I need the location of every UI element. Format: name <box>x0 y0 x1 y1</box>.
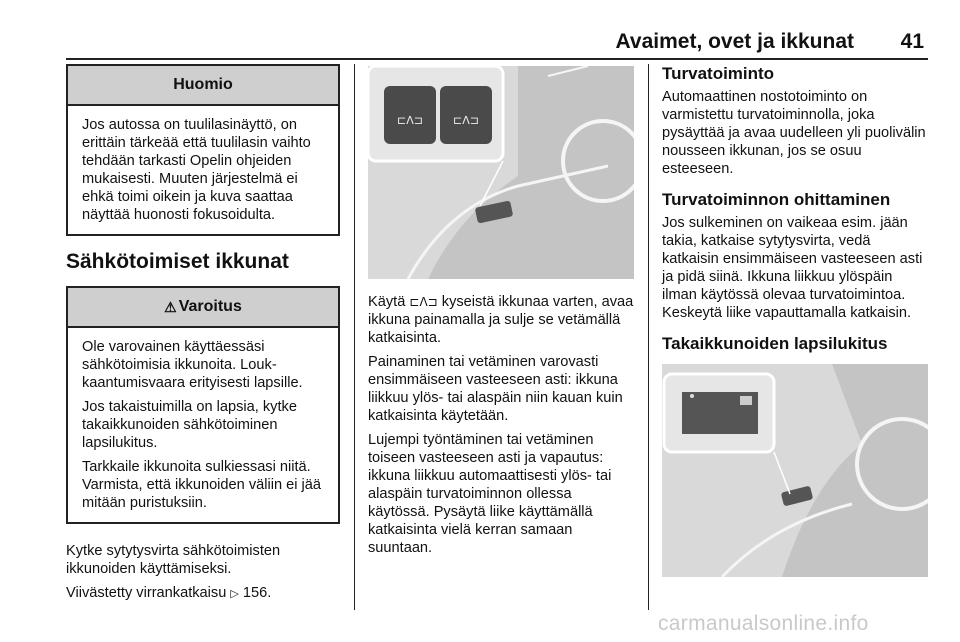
paragraph: Kytke sytytysvirta sähkötoimisten ikkunoiden käyttämiseksi. <box>66 543 281 577</box>
page-header <box>66 20 928 60</box>
chapter-title: Avaimet, ovet ja ikkunat <box>615 30 854 53</box>
heading-override: Turvatoiminnon ohittaminen <box>662 190 891 209</box>
paragraph: Automaattinen nostotoiminto on varmistettu turvatoiminnolla, joka pysäyttää ja avaa uudelleen yli puolivälin nousseen ikkunan, jos se osuu esteeseen. <box>662 89 926 177</box>
paragraph <box>368 293 634 347</box>
column-3 <box>662 64 928 577</box>
warning-paragraph: Jos takaistuimilla on lapsia, kytke takaikkunoiden sähkötoiminen lapsilukitus. <box>82 399 297 451</box>
paragraph-text: Viivästetty virrankatkaisu <box>66 585 227 601</box>
note-box-title: Huomio <box>68 66 338 106</box>
child-lock-illustration <box>662 364 928 577</box>
window-switch-illustration <box>368 66 634 279</box>
column-2 <box>368 64 634 557</box>
paragraph-text: Käytä <box>368 294 406 310</box>
column-divider <box>648 64 649 610</box>
paragraph: Lujempi työntäminen tai vetäminen toiseen vasteeseen asti ja vapautus: ikkuna liikkuu automaattisesti ylös- tai alaspäin turvatoiminnon ollessa käytössä. Pysäytä liike käyttämällä katkaisinta vielä kerran samaan suuntaan. <box>368 432 612 556</box>
paragraph: Painaminen tai vetäminen varovasti ensimmäiseen vasteeseen asti: ikkuna liikkuu ylös- tai alaspäin niin kauan kuin katkaisinta käytetään. <box>368 354 623 424</box>
body-text <box>66 542 340 603</box>
column-1 <box>66 64 340 603</box>
warning-box-body <box>68 328 338 522</box>
note-box-text: Jos autossa on tuulilasinäyttö, on erittäin tärkeää että tuulilasin vaihto tehdään tarkasti Opelin ohjeiden mukaisesti. Muuten järjestelmä ei ehkä toimi oikein ja kuva saattaa näyttää huonosti fokusoidulta. <box>82 117 311 223</box>
xref-arrow-icon: ▷ <box>230 588 239 600</box>
paragraph-text: kyseistä ikkunaa varten, avaa ikkuna painamalla ja sulje se vetämällä katkaisinta. <box>368 294 634 346</box>
door-panel-drawing <box>662 364 928 577</box>
note-box <box>66 64 340 236</box>
svg-text:⊏ᐱ⊐: ⊏ᐱ⊐ <box>397 114 423 127</box>
heading-child-lock: Takaikkunoiden lapsilukitus <box>662 334 888 353</box>
door-panel-drawing <box>368 66 634 279</box>
warning-paragraph: Tarkkaile ikkunoita sulkiessasi niitä. Varmista, että ikkunoiden väliin ei jää mitään puristuksiin. <box>82 459 322 511</box>
warning-box-header <box>68 288 338 328</box>
column-divider <box>354 64 355 610</box>
warning-icon: ⚠ <box>164 298 177 315</box>
body-text <box>368 293 634 557</box>
section-heading: Sähkötoimiset ikkunat <box>66 250 289 273</box>
warning-box-title: Varoitus <box>178 298 242 315</box>
watermark: carmanualsonline.info <box>658 612 869 635</box>
xref-page-link[interactable]: 156. <box>242 585 272 601</box>
window-switch-symbol-icon: ⊏ᐱ⊐ <box>409 295 438 309</box>
warning-paragraph: Ole varovainen käyttäessäsi sähkötoimisia ikkunoita. Loukkaantumisvaara erityisesti lapsille. <box>82 339 303 391</box>
paragraph <box>66 584 340 603</box>
warning-box <box>66 286 340 524</box>
paragraph: Jos sulkeminen on vaikeaa esim. jään takia, katkaise sytytysvirta, vedä katkaisin ensimmäiseen vasteeseen asti ja pidä siinä. Ikkuna liikkuu ylöspäin ilman käytössä olevaa turvatoimintoa. Keskeytä liike vapauttamalla katkaisin. <box>662 215 923 321</box>
svg-text:⊏ᐱ⊐: ⊏ᐱ⊐ <box>453 114 479 127</box>
page-number: 41 <box>900 30 924 53</box>
heading-safety-function: Turvatoiminto <box>662 64 775 83</box>
